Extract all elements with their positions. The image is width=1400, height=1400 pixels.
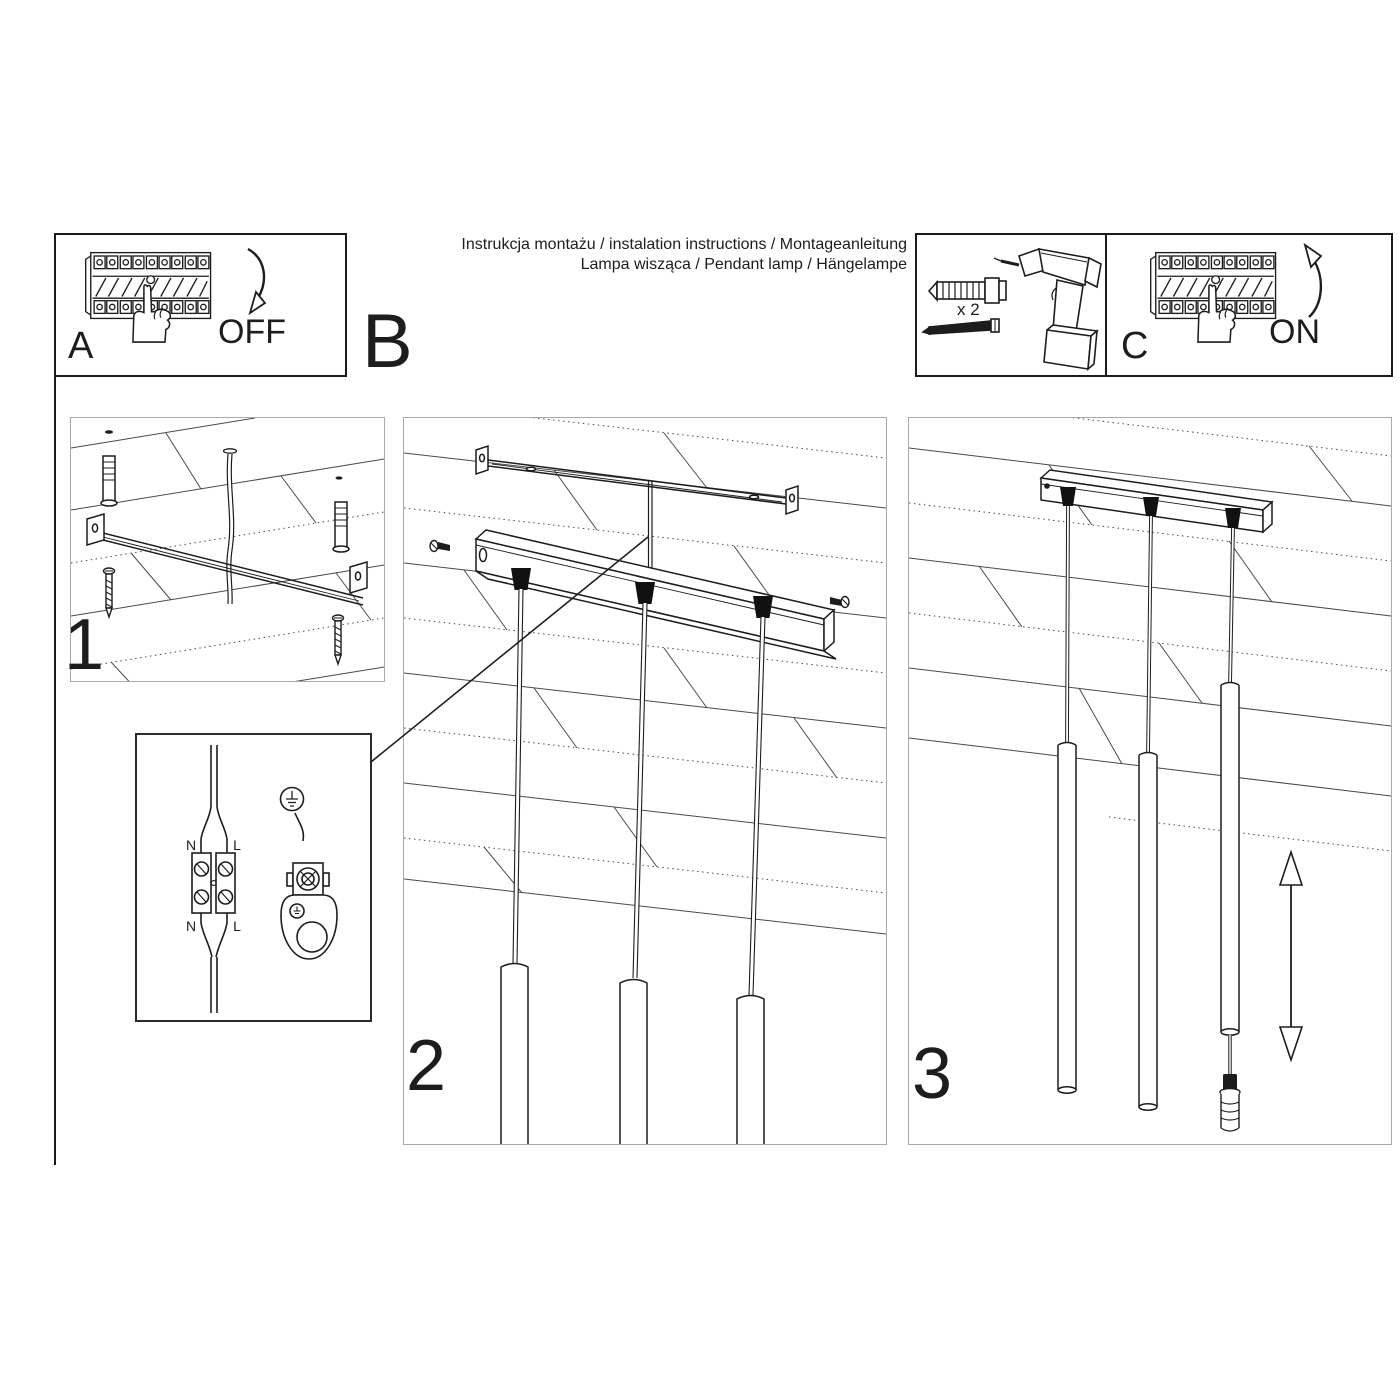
- breaker-top-row: [94, 256, 209, 269]
- bulb-socket: [1220, 1035, 1240, 1131]
- canopy: [476, 530, 836, 659]
- wall-plug-icon: [333, 502, 349, 552]
- screw-icon: [430, 541, 450, 552]
- step-3-number: 3: [912, 1034, 953, 1114]
- header-tools-box: [915, 233, 1107, 377]
- step-1-illustration: [71, 418, 384, 681]
- ground-symbol-icon: [281, 788, 304, 811]
- step-a-label: A: [68, 325, 94, 367]
- step-b-label: B: [362, 299, 413, 384]
- document-title: [380, 235, 907, 275]
- header-step-a-box: [54, 233, 347, 377]
- lamp-cable: [201, 913, 227, 1013]
- screw-icon: [333, 615, 344, 664]
- curved-arrow-up-icon: [1275, 243, 1327, 323]
- terminal-label-n-top: N: [185, 837, 197, 853]
- supply-cable: [201, 745, 227, 853]
- pendant-tube: [501, 964, 764, 1145]
- step-1-number: 1: [64, 605, 105, 685]
- step-3-illustration: [909, 418, 1391, 1144]
- step-2-number: 2: [406, 1026, 447, 1106]
- threaded-stem: [649, 481, 653, 574]
- screw-icon: [923, 319, 999, 334]
- step-3-panel: [908, 417, 1392, 1145]
- title-line-2: Lampa wisząca / Pendant lamp / Hängelampe: [580, 256, 907, 273]
- header-step-c-box: [1105, 233, 1393, 377]
- screw-icon: [830, 597, 849, 608]
- step-1-panel: [70, 417, 385, 682]
- off-label: OFF: [218, 313, 286, 351]
- height-adjust-arrow: [1280, 852, 1302, 1060]
- breaker-top-row: [1159, 256, 1274, 269]
- tools-quantity-label: x 2: [957, 300, 980, 319]
- terminal-label-l-bottom: L: [233, 918, 241, 934]
- pendant-cord: [513, 589, 765, 995]
- drill-icon: [994, 249, 1101, 369]
- terminal-label-l-top: L: [233, 837, 241, 853]
- terminal-label-n-bottom: N: [185, 918, 197, 934]
- pointing-hand-icon: [133, 285, 170, 342]
- pendant-cord: [1066, 506, 1235, 756]
- pointing-hand-icon: [1198, 285, 1235, 342]
- tools-illustration: [917, 235, 1105, 375]
- wiring-detail-box: [135, 733, 372, 1022]
- step-2-illustration: [404, 418, 886, 1144]
- circuit-breaker-hand-icon: [84, 249, 219, 344]
- curved-arrow-down-icon: [222, 243, 274, 323]
- wall-plug-icon: [101, 456, 117, 506]
- ground-clamp-icon: [287, 863, 329, 895]
- wiring-diagram: [137, 735, 370, 1020]
- terminal-block-icon: [192, 853, 235, 913]
- ground-wire: [295, 813, 303, 841]
- circuit-breaker-hand-icon: [1149, 249, 1284, 344]
- power-wire: [224, 449, 237, 604]
- title-line-1: Instrukcja montażu / instalation instructions / Montageanleitung: [461, 236, 907, 253]
- step-2-panel: [403, 417, 887, 1145]
- on-label: ON: [1269, 313, 1320, 351]
- ground-connector-body: [281, 895, 337, 959]
- step-c-label: C: [1121, 325, 1149, 367]
